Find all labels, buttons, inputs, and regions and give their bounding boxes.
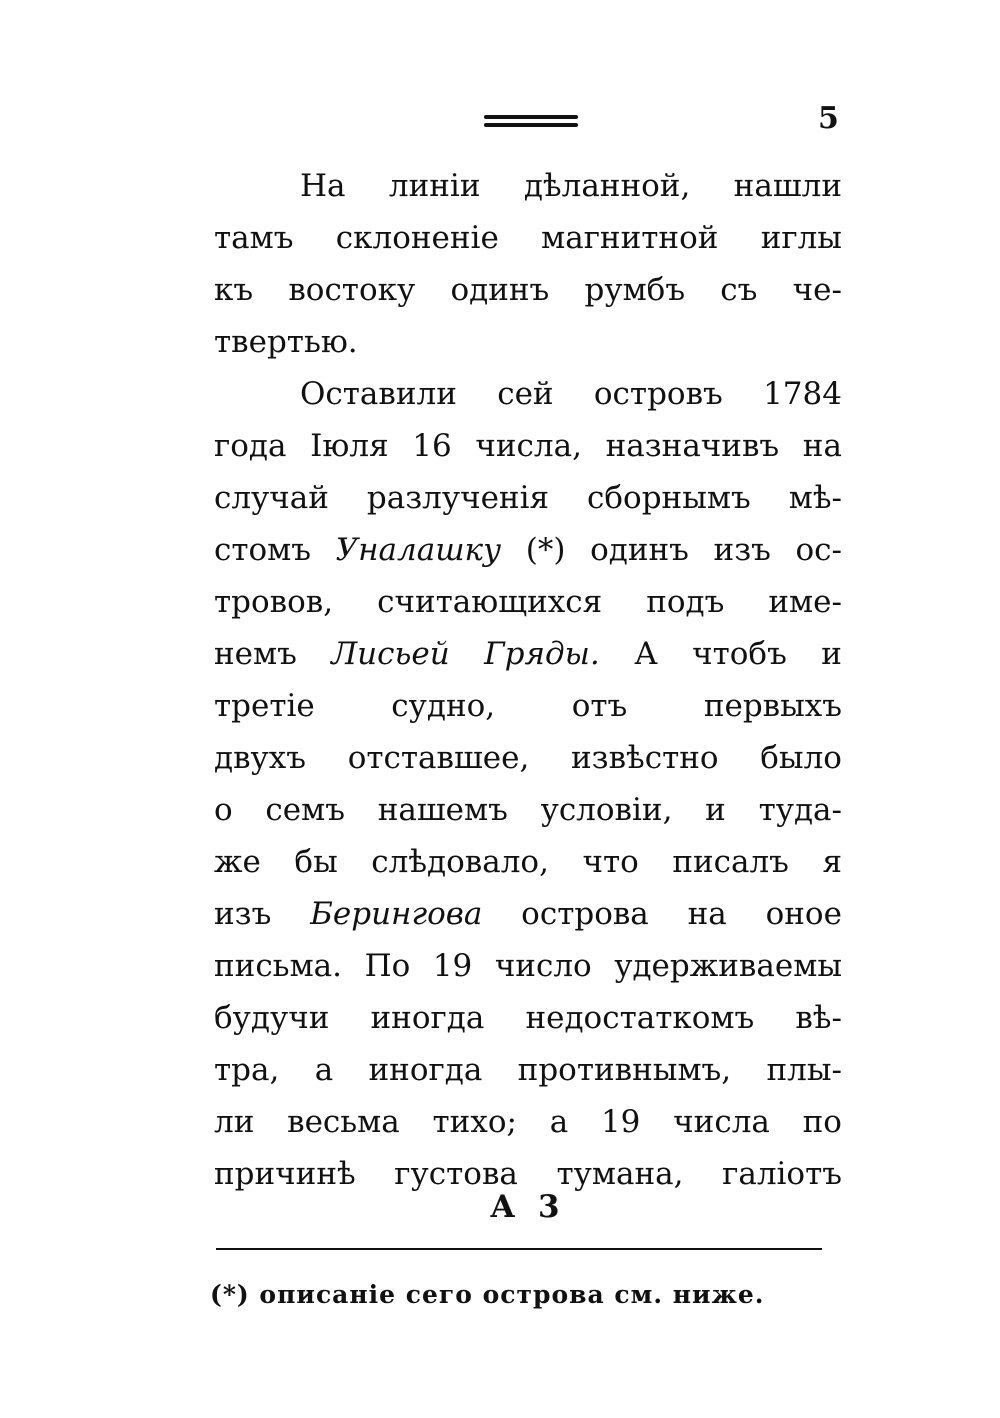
- word: Оставили: [300, 376, 457, 412]
- word: оное: [765, 896, 842, 932]
- word: галiотъ: [722, 1156, 842, 1192]
- text-line: [214, 888, 842, 940]
- word: сей: [497, 376, 554, 412]
- header-ornament-rule: [484, 115, 578, 129]
- word: Iюля: [310, 428, 389, 464]
- word: будучи: [214, 1000, 330, 1036]
- header-rule-bar: [484, 115, 578, 119]
- text-line: [214, 1096, 842, 1148]
- word: о: [214, 792, 233, 828]
- word: сборнымъ: [587, 480, 751, 516]
- word: извѣстно: [571, 740, 719, 776]
- word: вѣ-: [795, 1000, 842, 1036]
- text-line: [214, 732, 842, 784]
- word: писалъ: [672, 844, 789, 880]
- word: двухъ: [214, 740, 306, 776]
- text-line: [214, 212, 842, 264]
- word: на: [687, 896, 727, 932]
- word: По: [364, 948, 411, 984]
- word: Берингова: [310, 896, 483, 932]
- word: же: [214, 844, 261, 880]
- word: нашемъ: [377, 792, 508, 828]
- word: островъ: [593, 376, 723, 412]
- body-text: [214, 160, 842, 1200]
- word: а: [314, 1052, 334, 1088]
- word: острова: [521, 896, 649, 932]
- word: числа,: [475, 428, 582, 464]
- word: густова: [394, 1156, 518, 1192]
- text-line: [214, 576, 842, 628]
- word: тамъ: [214, 220, 294, 256]
- text-line: [214, 836, 842, 888]
- word: семъ: [265, 792, 345, 828]
- word: ос-: [795, 532, 842, 568]
- word: изъ: [214, 896, 272, 932]
- word: 19: [600, 1104, 641, 1140]
- word: третiе: [214, 688, 315, 724]
- word: года: [214, 428, 287, 464]
- word: одинъ: [450, 272, 550, 308]
- text-line: [214, 368, 842, 420]
- word: причинѣ: [214, 1156, 356, 1192]
- word: по: [802, 1104, 842, 1140]
- word: противнымъ,: [517, 1052, 732, 1088]
- word: чтобъ: [692, 636, 787, 672]
- text-line: [214, 940, 842, 992]
- word: отставшее,: [347, 740, 530, 776]
- signature-mark: А 3: [490, 1189, 566, 1225]
- word: че-: [792, 272, 842, 308]
- word: слѣдовало,: [371, 844, 549, 880]
- word: письма.: [214, 948, 343, 984]
- word: тровов,: [214, 584, 334, 620]
- word: условiи,: [540, 792, 673, 828]
- word: съ: [720, 272, 758, 308]
- footnote: (*) описанiе сего острова см. ниже.: [210, 1280, 765, 1309]
- word: одинъ: [590, 532, 689, 568]
- text-line: [214, 628, 842, 680]
- word: (*): [525, 532, 566, 568]
- word: Гряды.: [484, 636, 600, 672]
- word: бы: [294, 844, 338, 880]
- word: твертью.: [214, 324, 358, 360]
- word: судно,: [391, 688, 496, 724]
- word: тра,: [214, 1052, 280, 1088]
- page-number: 5: [818, 101, 839, 136]
- word: считающихся: [377, 584, 603, 620]
- word: магнитной: [541, 220, 719, 256]
- word: иглы: [760, 220, 842, 256]
- word: мѣ-: [788, 480, 842, 516]
- text-line: [214, 784, 842, 836]
- word: востоку: [288, 272, 416, 308]
- word: нашли: [733, 168, 842, 204]
- word: А: [634, 636, 658, 672]
- word: отъ: [571, 688, 628, 724]
- word: на: [802, 428, 842, 464]
- word: числа: [673, 1104, 770, 1140]
- word: тихо;: [432, 1104, 517, 1140]
- word: Уналашку: [335, 532, 502, 568]
- word: стомъ: [214, 532, 312, 568]
- word: и: [705, 792, 726, 828]
- word: весьма: [287, 1104, 400, 1140]
- text-line: [214, 680, 842, 732]
- word: случай: [214, 480, 329, 516]
- word: разлученiя: [366, 480, 550, 516]
- word: число: [494, 948, 592, 984]
- word: недостаткомъ: [525, 1000, 755, 1036]
- text-line: [214, 524, 842, 576]
- word: изъ: [713, 532, 771, 568]
- text-line: [214, 160, 842, 212]
- word: 1784: [763, 376, 842, 412]
- word: На: [300, 168, 346, 204]
- word: име-: [768, 584, 842, 620]
- word: что: [582, 844, 639, 880]
- word: дѣланной,: [523, 168, 691, 204]
- text-line: [214, 420, 842, 472]
- word: а: [549, 1104, 569, 1140]
- text-line: [214, 1044, 842, 1096]
- word: Лисьей: [331, 636, 450, 672]
- word: подъ: [646, 584, 725, 620]
- word: румбъ: [584, 272, 686, 308]
- word: туда-: [758, 792, 842, 828]
- word: линiи: [388, 168, 481, 204]
- text-line: [214, 472, 842, 524]
- word: тумана,: [556, 1156, 684, 1192]
- word: назначивъ: [605, 428, 780, 464]
- text-line: [214, 316, 842, 368]
- text-line: [214, 264, 842, 316]
- text-line: [214, 992, 842, 1044]
- word: и: [821, 636, 842, 672]
- word: 16: [412, 428, 452, 464]
- word: удерживаемы: [614, 948, 842, 984]
- word: я: [822, 844, 842, 880]
- word: ли: [214, 1104, 255, 1140]
- word: склоненiе: [335, 220, 499, 256]
- header-rule-bar: [484, 123, 578, 127]
- word: плы-: [766, 1052, 842, 1088]
- word: было: [760, 740, 842, 776]
- word: иногда: [370, 1000, 485, 1036]
- word: немъ: [214, 636, 297, 672]
- footnote-divider: [216, 1248, 822, 1250]
- word: къ: [214, 272, 254, 308]
- word: иногда: [368, 1052, 483, 1088]
- word: 19: [432, 948, 473, 984]
- word: первыхъ: [703, 688, 842, 724]
